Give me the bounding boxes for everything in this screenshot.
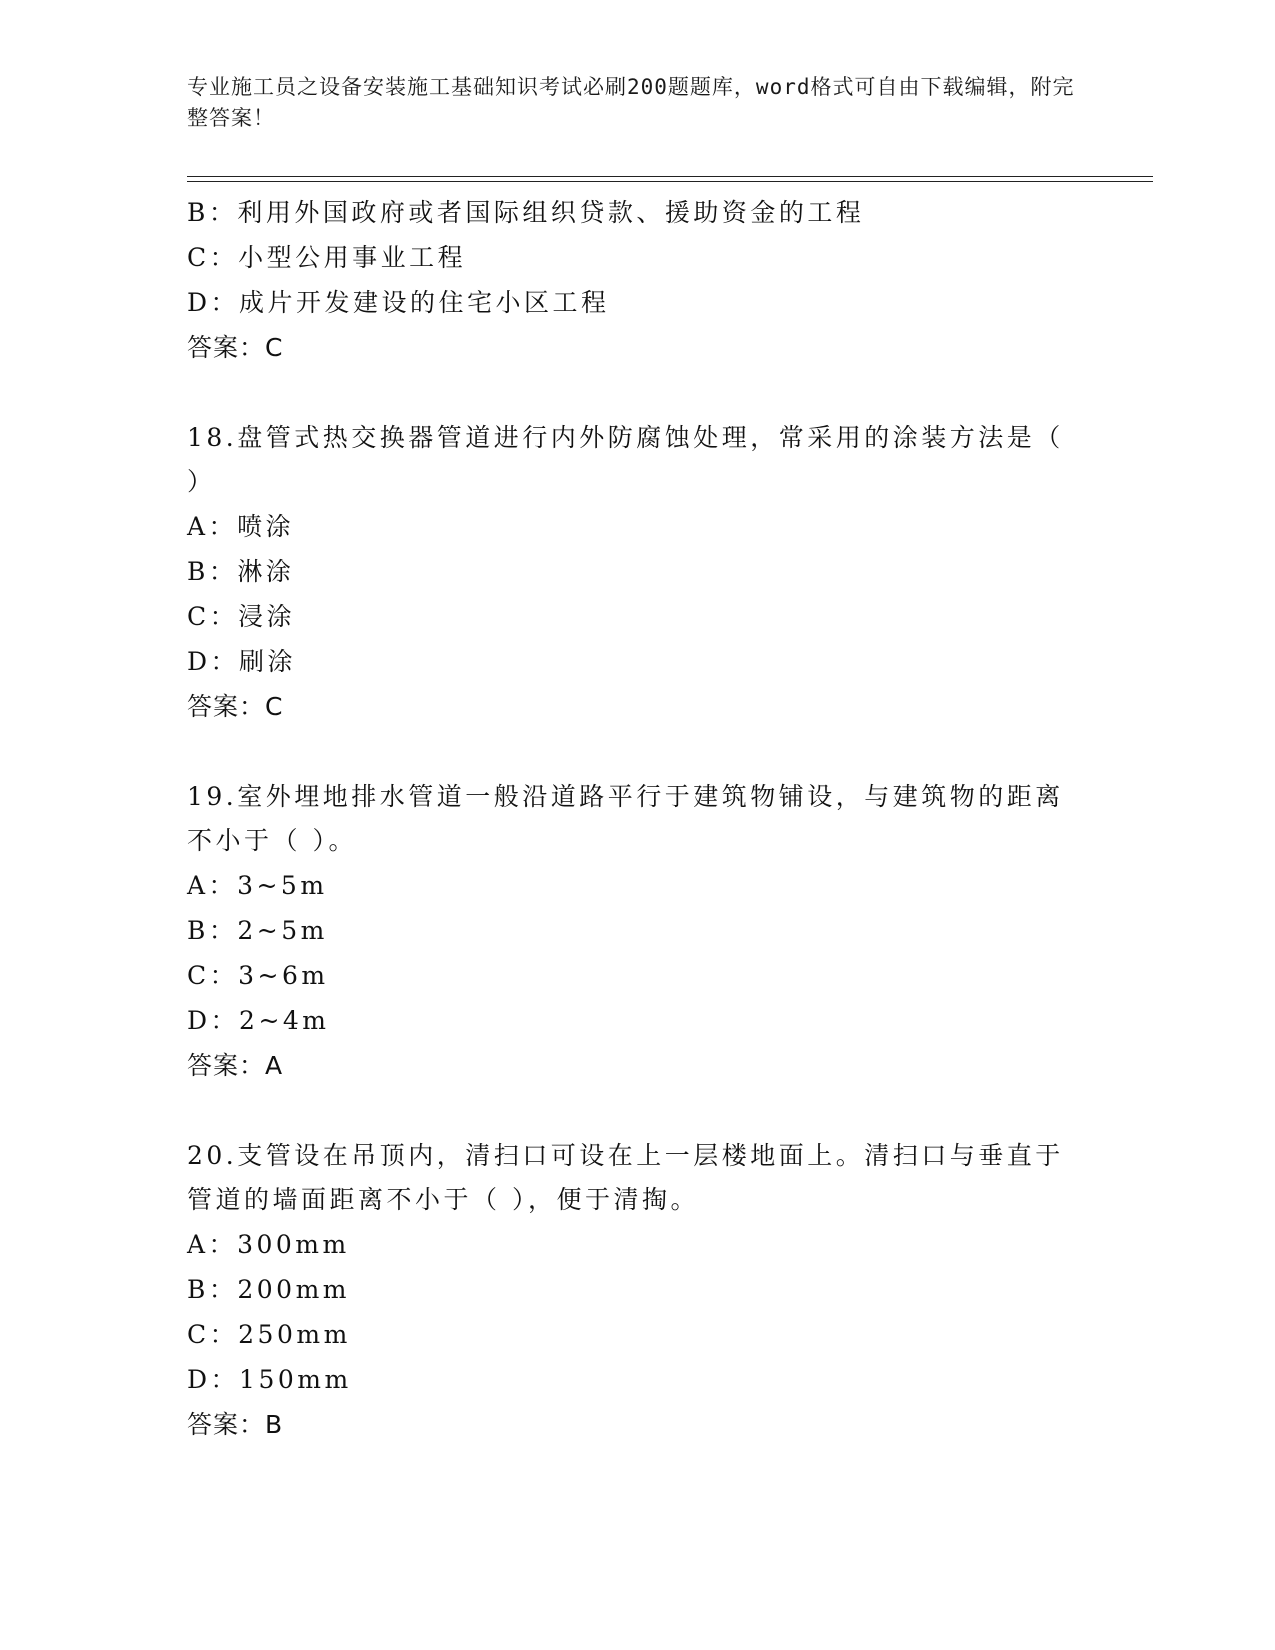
question-18 bbox=[187, 416, 1077, 730]
option-row bbox=[187, 504, 1077, 549]
option-label: D： bbox=[187, 1006, 240, 1035]
option-row bbox=[187, 549, 1077, 594]
option-text: 3~6m bbox=[238, 961, 329, 990]
answer-line: 答案：B bbox=[187, 1410, 284, 1439]
option-row bbox=[187, 190, 1077, 235]
question-19 bbox=[187, 775, 1077, 1089]
option-text: 小型公用事业工程 bbox=[238, 243, 467, 272]
option-label: B： bbox=[187, 198, 238, 227]
option-label: A： bbox=[187, 871, 238, 900]
option-text: 淋涂 bbox=[237, 557, 295, 586]
option-label: C： bbox=[187, 1320, 239, 1349]
option-text: 2~5m bbox=[237, 916, 328, 945]
option-row bbox=[187, 998, 1077, 1043]
option-label: C： bbox=[187, 961, 239, 990]
spacer bbox=[187, 371, 1077, 416]
option-text: 2~4m bbox=[239, 1006, 330, 1035]
option-text: 250mm bbox=[238, 1320, 351, 1349]
option-text: 喷涂 bbox=[237, 512, 295, 541]
option-label: D： bbox=[187, 288, 240, 317]
option-text: 刷涂 bbox=[239, 647, 297, 676]
answer-line: 答案：C bbox=[187, 333, 284, 362]
option-text: 成片开发建设的住宅小区工程 bbox=[239, 288, 610, 317]
question-list bbox=[187, 190, 1077, 1448]
option-row bbox=[187, 953, 1077, 998]
option-label: D： bbox=[187, 1365, 240, 1394]
option-text: 利用外国政府或者国际组织贷款、援助资金的工程 bbox=[237, 198, 865, 227]
option-row bbox=[187, 280, 1077, 325]
question-text: 19.室外埋地排水管道一般沿道路平行于建筑物铺设，与建筑物的距离不小于（ ）。 bbox=[187, 782, 1064, 855]
option-text: 3~5m bbox=[237, 871, 328, 900]
option-row bbox=[187, 639, 1077, 684]
option-label: A： bbox=[187, 512, 238, 541]
option-row bbox=[187, 1267, 1077, 1312]
option-label: C： bbox=[187, 602, 239, 631]
document-header bbox=[187, 72, 1077, 134]
option-text: 200mm bbox=[237, 1275, 351, 1304]
answer-line: 答案：C bbox=[187, 692, 284, 721]
question-17-partial bbox=[187, 190, 1077, 371]
question-text: 18.盘管式热交换器管道进行内外防腐蚀处理，常采用的涂装方法是（ ） bbox=[187, 423, 1064, 496]
option-text: 150mm bbox=[239, 1365, 352, 1394]
option-row bbox=[187, 908, 1077, 953]
option-text: 300mm bbox=[237, 1230, 350, 1259]
option-row bbox=[187, 863, 1077, 908]
option-row bbox=[187, 1357, 1077, 1402]
option-label: D： bbox=[187, 647, 240, 676]
option-label: C： bbox=[187, 243, 239, 272]
option-label: A： bbox=[187, 1230, 238, 1259]
spacer bbox=[187, 730, 1077, 775]
question-20 bbox=[187, 1134, 1077, 1448]
spacer bbox=[187, 1089, 1077, 1134]
header-divider-bottom bbox=[187, 181, 1153, 182]
option-text: 浸涂 bbox=[238, 602, 296, 631]
option-label: B： bbox=[187, 1275, 238, 1304]
option-label: B： bbox=[187, 916, 238, 945]
header-text: 专业施工员之设备安装施工基础知识考试必刷200题题库，word格式可自由下载编辑，附完整答案！ bbox=[187, 75, 1075, 130]
option-label: B： bbox=[187, 557, 238, 586]
answer-line: 答案：A bbox=[187, 1051, 284, 1080]
option-row bbox=[187, 1312, 1077, 1357]
option-row bbox=[187, 235, 1077, 280]
option-row bbox=[187, 1222, 1077, 1267]
question-text: 20.支管设在吊顶内，清扫口可设在上一层楼地面上。清扫口与垂直于管道的墙面距离不小于（ ），便于清掏。 bbox=[187, 1141, 1064, 1214]
header-divider-top bbox=[187, 176, 1153, 177]
option-row bbox=[187, 594, 1077, 639]
